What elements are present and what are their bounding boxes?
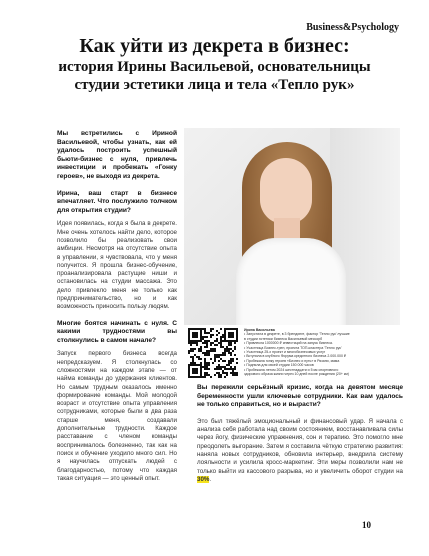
- bio-line: • Пробежала гонку героев «Бизнес и путь» в Рязани, мама: [244, 358, 340, 363]
- bio-line: • Вступила в клубного Форума кредитного бизнеса 2.000.000 ₽: [244, 354, 347, 359]
- bio-line: • Участница 25-х проект и многобизнесовых услуг: [244, 350, 326, 355]
- magazine-brand: Business&Psychology: [306, 22, 399, 33]
- bio-caption: [244, 328, 404, 376]
- portrait-photo: [184, 128, 400, 325]
- bio-name: Ирина Васильева: [244, 328, 275, 332]
- bio-line: в студии эстетики бизнеса Васильевой мессорб: [244, 336, 323, 341]
- right-column: [197, 384, 403, 489]
- bio-line: • Подняла для своей студии 150 000 часов: [244, 363, 314, 368]
- bio-line: • Запустила в декрете, в 3 брендинге, фактор 'Тепло рук' лучшие: [244, 332, 350, 337]
- bio-line: здорового образа жизни через 10 дней после рождения (20+ км): [244, 372, 349, 377]
- left-column: [57, 130, 177, 488]
- highlight-percent: 30%: [197, 475, 210, 483]
- title-line-3: студии эстетики лица и тела «Тепло рук»: [74, 77, 355, 93]
- bio-line: • Привлекла 1000000 ₽ инвестиций на запуск бизнеса.: [244, 341, 333, 346]
- answer-3-text: Это был тяжёлый эмоциональный и финансовый удар. Я начала с анализа себя работала над своим состоянием, восстанавливала силы через йогу, физические упражнения, сон и терапию. Это помогло мне преодолеть выгорание. Затем я составила чёткую стратегию развития: наняла новых сотрудников, обновила интерьер, внедрила систему лояльности и усилила кросс-маркетинг. Эти меры позволили нам не только выйти из кассового разрыва, но и увеличить оборот студии на: [197, 417, 403, 475]
- page-number: 10: [362, 520, 371, 530]
- intro-paragraph: Мы встретились с Ириной Васильевой, чтобы узнать, как ей удалось построить успешный бьюти-бизнес с нуля, привлечь инвестиции и пробежать «Гонку героев», не выходя из декрета.: [57, 130, 177, 180]
- question-3: Вы пережили серьёзный кризис, когда на девятом месяце беременности ушли ключевые сотрудники. Как вам удалось не только справиться, но и вырасти?: [197, 384, 403, 409]
- question-1: Ирина, ваш старт в бизнесе впечатляет. Что послужило толчком для открытия студии?: [57, 189, 177, 214]
- title-line-1: Как уйти из декрета в бизнес:: [79, 35, 350, 57]
- bio-line: • Пробежала летом 2024 шестнадцати и 5 км спортивного: [244, 367, 339, 372]
- question-2: Многие боятся начинать с нуля. С какими трудностями вы столкнулись в самом начале?: [57, 319, 177, 344]
- answer-1: Идея появилась, когда я была в декрете. Мне очень хотелось найти дело, которое позволило бы реализовать свои амбиции. Несмотря на отсутствие опыта в управлении, я чувствовала, что у меня получится. Я прошла бизнес-обучение, проанализировала растущие ниши и остановилась на студии массажа. Это дело привлекло меня не только как предпринимательство, но и как возможность приносить пользу людям.: [57, 220, 177, 311]
- answer-3: [197, 418, 403, 484]
- title-line-2: история Ирины Васильевой, основательницы: [58, 59, 371, 75]
- answer-2: Запуск первого бизнеса всегда непредсказуем. Я столкнулась со сложностями на каждом этапе — от найма команды до удержания клиентов. Но самым трудным оказалось именно формирование команды. Мой молодой возраст и отсутствие опыта управления сотрудниками, которые были в два раза старше меня, создавали дополнительные трудности. Каждое расставание с членом команды воспринималось болезненно, так как на поиск и обучение уходило много сил. Но я научилась отпускать людей с благодарностью, потому что каждая такая ситуация — это ценный опыт.: [57, 350, 177, 482]
- answer-3-end: .: [209, 475, 212, 483]
- article-title: [20, 34, 409, 94]
- qr-code-icon[interactable]: [188, 328, 238, 378]
- bio-line: • Участница Бизнес-трен, проекта ТОП-кластера 'Тепло рук': [244, 345, 342, 350]
